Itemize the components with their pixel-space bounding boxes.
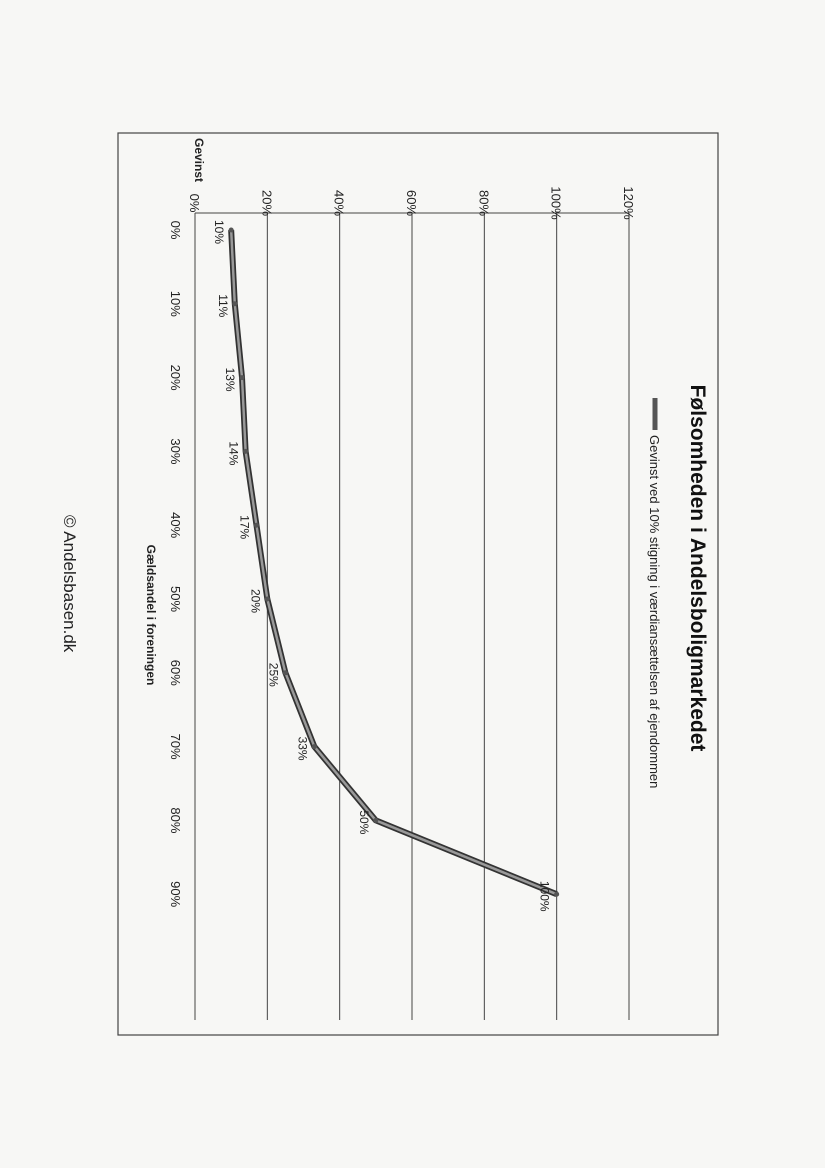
chart-border bbox=[118, 133, 718, 1035]
y-tick-label: 0% bbox=[187, 193, 202, 213]
data-point bbox=[265, 597, 270, 602]
data-point bbox=[240, 375, 245, 380]
data-label: 10% bbox=[212, 219, 227, 245]
data-point bbox=[373, 818, 378, 823]
x-tick-label: 80% bbox=[168, 807, 183, 834]
y-tick-label: 80% bbox=[476, 189, 492, 217]
data-label: 11% bbox=[215, 294, 230, 318]
data-label: 14% bbox=[226, 441, 241, 466]
y-tick-label: 20% bbox=[259, 189, 275, 217]
y-tick-label: 120% bbox=[621, 186, 636, 220]
x-tick-label: 90% bbox=[168, 881, 183, 908]
x-axis-ticks bbox=[168, 221, 183, 908]
x-tick-label: 70% bbox=[168, 733, 183, 760]
y-tick-label: 100% bbox=[548, 186, 564, 220]
data-point bbox=[554, 892, 559, 897]
gridlines bbox=[195, 213, 629, 1020]
copyright-text: © Andelsbasen.dk bbox=[60, 515, 79, 653]
series-line bbox=[231, 230, 556, 894]
chart-title: Følsomheden i Andelsboligmarkedet bbox=[686, 384, 709, 752]
y-tick-label: 40% bbox=[331, 189, 347, 217]
legend-entry: Gevinst ved 10% stigning i værdiansættelsen af ejendommen bbox=[647, 435, 662, 789]
data-label: 25% bbox=[266, 662, 281, 687]
x-tick-label: 20% bbox=[168, 364, 183, 391]
y-tick-label: 60% bbox=[404, 189, 419, 217]
x-tick-label: 10% bbox=[168, 290, 183, 317]
x-tick-label: 60% bbox=[168, 659, 183, 686]
x-tick-label: 40% bbox=[168, 512, 183, 539]
data-label: 100% bbox=[537, 880, 552, 912]
data-label: 33% bbox=[295, 736, 310, 761]
y-axis-ticks bbox=[187, 186, 636, 220]
data-point bbox=[254, 523, 259, 528]
y-axis-title: Gevinst bbox=[192, 137, 206, 183]
data-point bbox=[283, 670, 288, 675]
data-label: 17% bbox=[237, 515, 252, 540]
series-line-outline bbox=[231, 230, 556, 894]
x-tick-label: 30% bbox=[168, 438, 183, 465]
series-lines bbox=[226, 228, 559, 897]
data-label: 50% bbox=[356, 810, 371, 835]
data-point bbox=[232, 301, 237, 306]
x-tick-label: 50% bbox=[168, 585, 183, 613]
data-label: 20% bbox=[248, 588, 263, 614]
data-point bbox=[243, 449, 248, 454]
data-point bbox=[312, 744, 317, 749]
data-label: 13% bbox=[223, 367, 238, 392]
data-point bbox=[229, 228, 234, 233]
x-axis-title: Gældsandel i foreningen bbox=[144, 544, 158, 686]
x-tick-label: 0% bbox=[168, 220, 183, 240]
